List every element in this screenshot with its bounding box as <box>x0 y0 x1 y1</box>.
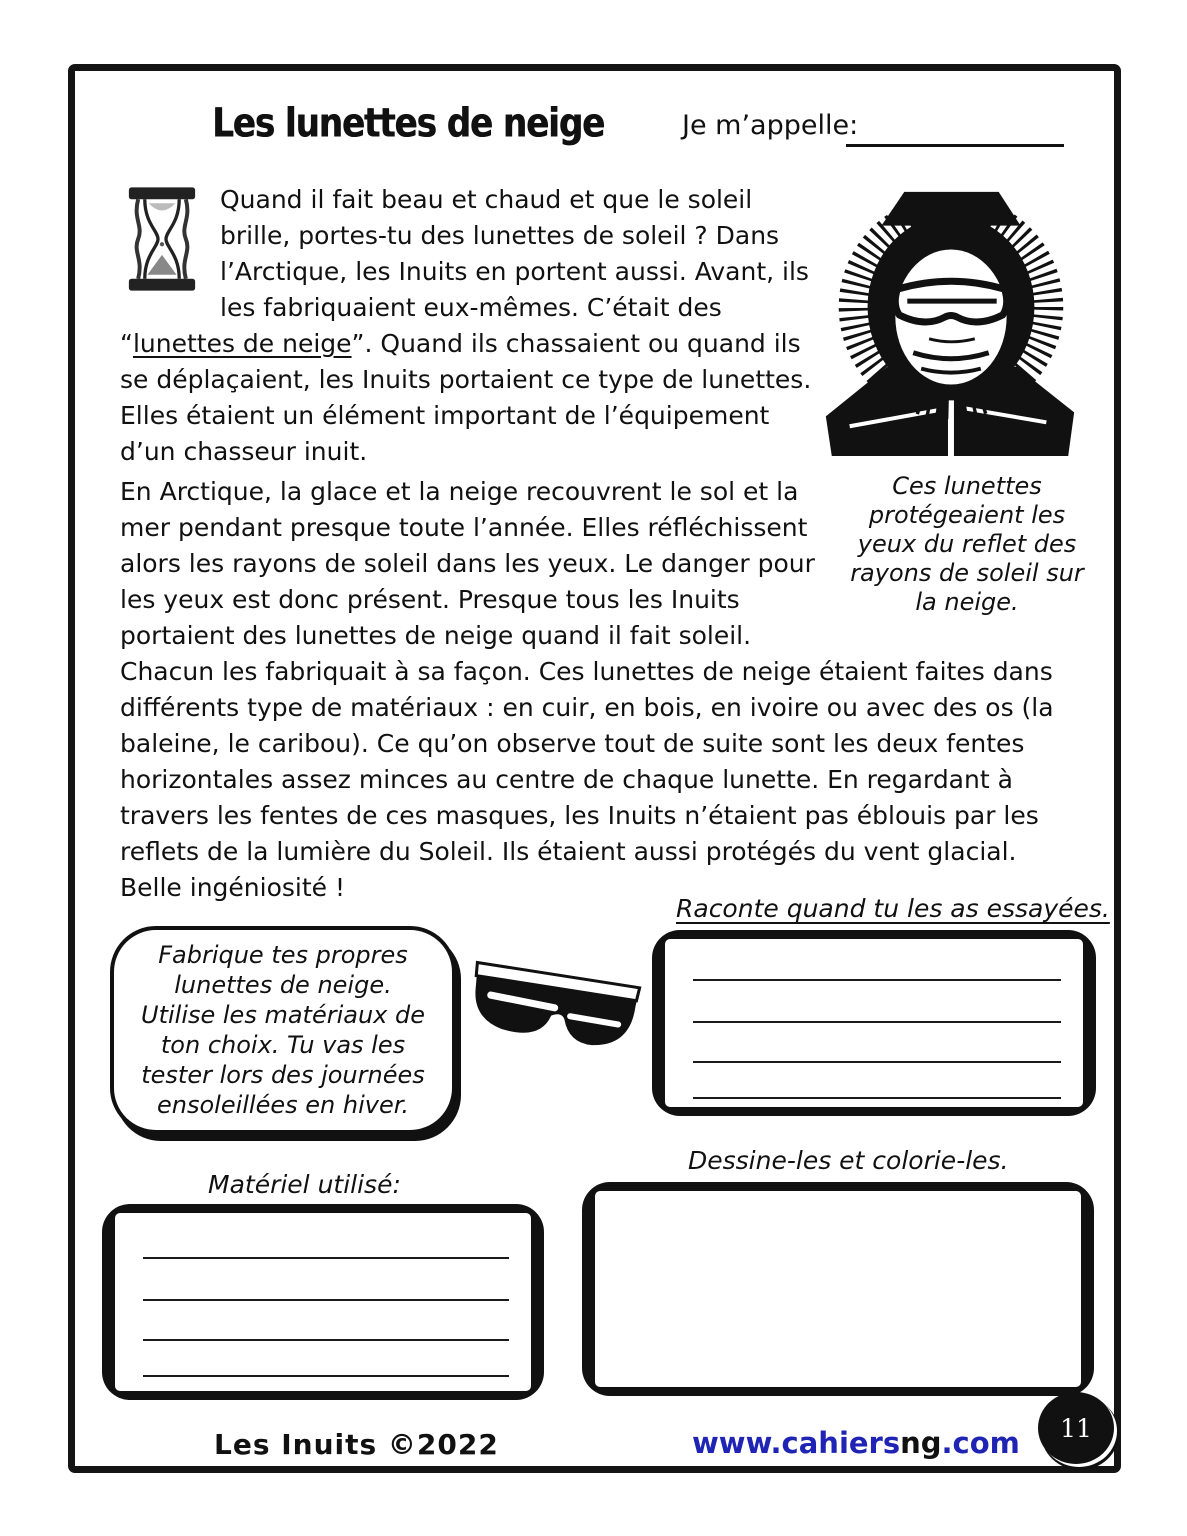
snow-goggles-icon <box>466 950 648 1068</box>
raconte-answer-area[interactable] <box>662 936 1086 1110</box>
intro-text-pre: Quand il fait beau et chaud et que le soleil brille, portes-tu des lunettes de soleil ? Dans l’Arctique, les Inuits en portent aussi. Avant, ils les fabriquaient eux-mêmes. C’était des “ <box>120 185 809 358</box>
page-number-badge: 11 <box>1038 1392 1114 1464</box>
answer-line[interactable] <box>693 1021 1061 1023</box>
raconte-answer-box <box>662 936 1086 1110</box>
answer-line[interactable] <box>143 1339 509 1341</box>
name-label: Je m’appelle: <box>682 110 859 141</box>
answer-line[interactable] <box>143 1299 509 1301</box>
page-title: Les lunettes de neige <box>212 100 605 148</box>
intro-paragraph <box>120 182 826 470</box>
name-input-line[interactable] <box>846 110 1064 147</box>
activity-bubble <box>110 926 456 1134</box>
footer-website-url <box>692 1426 1020 1460</box>
drawing-area[interactable] <box>592 1188 1084 1390</box>
materiel-answer-area[interactable] <box>112 1210 534 1394</box>
inuit-hunter-illustration <box>808 166 1090 464</box>
hourglass-icon <box>120 186 204 292</box>
materiel-answer-box <box>112 1210 534 1394</box>
intro-text-underlined: lunettes de neige <box>132 329 352 358</box>
materiel-heading: Matériel utilisé: <box>208 1170 401 1199</box>
answer-line[interactable] <box>693 1097 1061 1099</box>
image-caption: Ces lunettes protégeaient les yeux du reflet des rayons de soleil sur la neige. <box>850 472 1084 616</box>
intro-text-post: ”. Quand ils chassaient ou quand ils se déplaçaient, les Inuits portaient ce type de lunettes. Elles étaient un élément important de l’équipement d’un chasseur inuit. <box>120 329 812 466</box>
url-segment: www.cahiers <box>692 1426 901 1460</box>
activity-bubble-text: Fabrique tes propres lunettes de neige. Utilise les matériaux de ton choix. Tu vas les tester lors des journées ensoleillées en hiver. <box>141 941 425 1119</box>
url-segment: ng <box>900 1426 942 1460</box>
answer-line[interactable] <box>143 1375 509 1377</box>
paragraph-fabrication: Chacun les fabriquait à sa façon. Ces lunettes de neige étaient faites dans différents type de matériaux : en cuir, en bois, en ivoire ou avec des os (la baleine, le caribou). Ce qu’on observe tout de suite sont les deux fentes horizontales assez minces au centre de chaque lunette. En regardant à travers les fentes de ces masques, les Inuits n’étaient pas éblouis par les reflets de la lumière du Soleil. Ils étaient aussi protégés du vent glacial. Belle ingéniosité ! <box>120 657 1054 902</box>
answer-line[interactable] <box>143 1257 509 1259</box>
paragraph-arctique: En Arctique, la glace et la neige recouvrent le sol et la mer pendant presque toute l’année. Elles réfléchissent alors les rayons de soleil dans les yeux. Le danger pour les yeux est donc présent. Presque tous les Inuits portaient des lunettes de neige quand il fait soleil. <box>120 477 815 650</box>
dessine-heading: Dessine-les et colorie-les. <box>688 1146 1009 1175</box>
answer-line[interactable] <box>693 1061 1061 1063</box>
dessine-drawing-box <box>592 1188 1084 1390</box>
footer-series-label: Les Inuits ©2022 <box>214 1428 499 1461</box>
answer-line[interactable] <box>693 979 1061 981</box>
raconte-heading: Raconte quand tu les as essayées. <box>676 894 1110 923</box>
url-segment: .com <box>941 1426 1020 1460</box>
